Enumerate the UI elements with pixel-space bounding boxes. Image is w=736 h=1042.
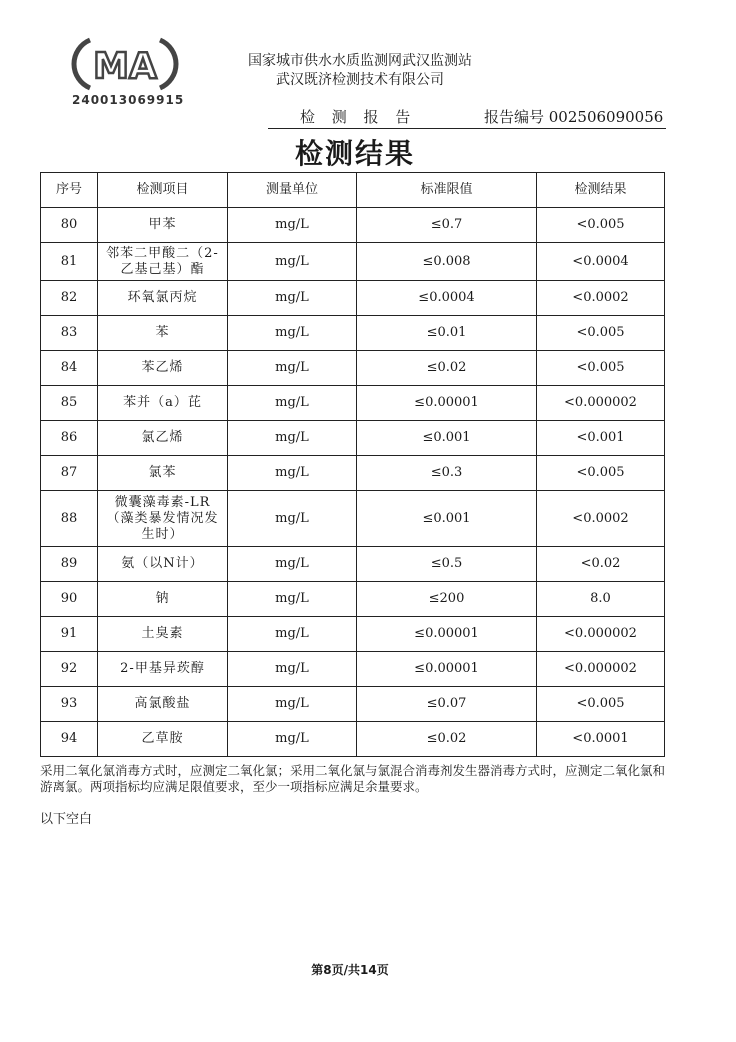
report-label: 检 测 报 告	[300, 108, 417, 126]
cell-item: 氯苯	[98, 456, 228, 491]
table-row	[41, 456, 665, 491]
cell-limit: ≤0.3	[357, 456, 537, 491]
header-unit: 测量单位	[228, 173, 357, 208]
cell-no: 94	[41, 722, 98, 757]
table-row	[41, 582, 665, 617]
cell-unit: mg/L	[228, 582, 357, 617]
table-row	[41, 421, 665, 456]
cell-limit: ≤0.07	[357, 687, 537, 722]
cell-limit: ≤0.02	[357, 351, 537, 386]
cell-no: 83	[41, 316, 98, 351]
header-no: 序号	[41, 173, 98, 208]
header-divider	[268, 128, 666, 129]
cell-unit: mg/L	[228, 316, 357, 351]
table-row	[41, 652, 665, 687]
cell-no: 82	[41, 281, 98, 316]
cell-item: 2-甲基异莰醇	[98, 652, 228, 687]
logo-text: MA	[93, 46, 157, 87]
cell-no: 86	[41, 421, 98, 456]
cell-no: 93	[41, 687, 98, 722]
cell-limit: ≤0.02	[357, 722, 537, 757]
cell-unit: mg/L	[228, 456, 357, 491]
table-row	[41, 243, 665, 281]
cell-result: <0.005	[537, 687, 665, 722]
table-row	[41, 491, 665, 547]
table-row	[41, 316, 665, 351]
cell-unit: mg/L	[228, 722, 357, 757]
cell-no: 88	[41, 491, 98, 547]
cell-no: 89	[41, 547, 98, 582]
cell-no: 80	[41, 208, 98, 243]
cell-result: 8.0	[537, 582, 665, 617]
cell-result: <0.000002	[537, 652, 665, 687]
cell-no: 92	[41, 652, 98, 687]
cell-item: 高氯酸盐	[98, 687, 228, 722]
cert-number: 240013069915	[72, 93, 185, 107]
cell-item: 环氧氯丙烷	[98, 281, 228, 316]
page-title: 检测结果	[294, 137, 415, 170]
cell-item: 苯乙烯	[98, 351, 228, 386]
page-number: 第8页/共14页	[311, 963, 389, 977]
cell-item: 土臭素	[98, 617, 228, 652]
cell-result: <0.001	[537, 421, 665, 456]
cell-result: <0.0004	[537, 243, 665, 281]
table-row	[41, 687, 665, 722]
table-row	[41, 208, 665, 243]
cell-item: 钠	[98, 582, 228, 617]
cell-unit: mg/L	[228, 208, 357, 243]
cell-result: <0.0002	[537, 281, 665, 316]
cell-result: <0.0001	[537, 722, 665, 757]
cell-item: 氨（以N计）	[98, 547, 228, 582]
cell-limit: ≤200	[357, 582, 537, 617]
cell-limit: ≤0.00001	[357, 652, 537, 687]
cell-unit: mg/L	[228, 351, 357, 386]
table-body	[41, 208, 665, 757]
header-item: 检测项目	[98, 173, 228, 208]
cell-item: 微囊藻毒素-LR（藻类暴发情况发生时）	[98, 491, 228, 547]
cell-item: 苯并（a）芘	[98, 386, 228, 421]
cell-limit: ≤0.001	[357, 421, 537, 456]
cell-item: 苯	[98, 316, 228, 351]
cell-result: <0.005	[537, 208, 665, 243]
cell-no: 90	[41, 582, 98, 617]
cell-item: 乙草胺	[98, 722, 228, 757]
cell-no: 85	[41, 386, 98, 421]
report-number: 报告编号 002506090056	[484, 108, 664, 126]
cell-unit: mg/L	[228, 421, 357, 456]
results-table	[40, 172, 665, 757]
cell-no: 87	[41, 456, 98, 491]
cell-unit: mg/L	[228, 547, 357, 582]
table-row	[41, 351, 665, 386]
cell-unit: mg/L	[228, 687, 357, 722]
cell-result: <0.005	[537, 316, 665, 351]
table-row	[41, 617, 665, 652]
table-row	[41, 547, 665, 582]
header-limit: 标准限值	[357, 173, 537, 208]
blank-below-marker: 以下空白	[40, 812, 93, 827]
cell-result: <0.005	[537, 456, 665, 491]
cell-unit: mg/L	[228, 243, 357, 281]
cell-unit: mg/L	[228, 652, 357, 687]
table-header-row	[41, 173, 665, 208]
cell-limit: ≤0.00001	[357, 386, 537, 421]
cell-result: <0.000002	[537, 386, 665, 421]
disinfection-note: 采用二氧化氯消毒方式时，应测定二氧化氯；采用二氧化氯与氯混合消毒剂发生器消毒方式时，应测定二氧化氯和游离氯。两项指标均应满足限值要求，至少一项指标应满足余量要求。	[40, 763, 666, 794]
cell-result: <0.005	[537, 351, 665, 386]
cell-limit: ≤0.7	[357, 208, 537, 243]
cell-no: 91	[41, 617, 98, 652]
org-name-1: 国家城市供水水质监测网武汉监测站	[248, 53, 472, 69]
cell-limit: ≤0.001	[357, 491, 537, 547]
cell-unit: mg/L	[228, 617, 357, 652]
cell-limit: ≤0.008	[357, 243, 537, 281]
org-name-2: 武汉既济检测技术有限公司	[276, 72, 444, 88]
cell-limit: ≤0.0004	[357, 281, 537, 316]
cell-no: 81	[41, 243, 98, 281]
cell-limit: ≤0.00001	[357, 617, 537, 652]
cell-item: 甲苯	[98, 208, 228, 243]
header-result: 检测结果	[537, 173, 665, 208]
cell-unit: mg/L	[228, 386, 357, 421]
cell-no: 84	[41, 351, 98, 386]
cell-result: <0.000002	[537, 617, 665, 652]
cell-limit: ≤0.01	[357, 316, 537, 351]
table-row	[41, 722, 665, 757]
cell-item: 邻苯二甲酸二（2-乙基己基）酯	[98, 243, 228, 281]
cell-limit: ≤0.5	[357, 547, 537, 582]
cell-result: <0.0002	[537, 491, 665, 547]
cell-item: 氯乙烯	[98, 421, 228, 456]
table-row	[41, 386, 665, 421]
cell-unit: mg/L	[228, 491, 357, 547]
cell-result: <0.02	[537, 547, 665, 582]
table-row	[41, 281, 665, 316]
cma-logo	[70, 34, 180, 94]
cell-unit: mg/L	[228, 281, 357, 316]
